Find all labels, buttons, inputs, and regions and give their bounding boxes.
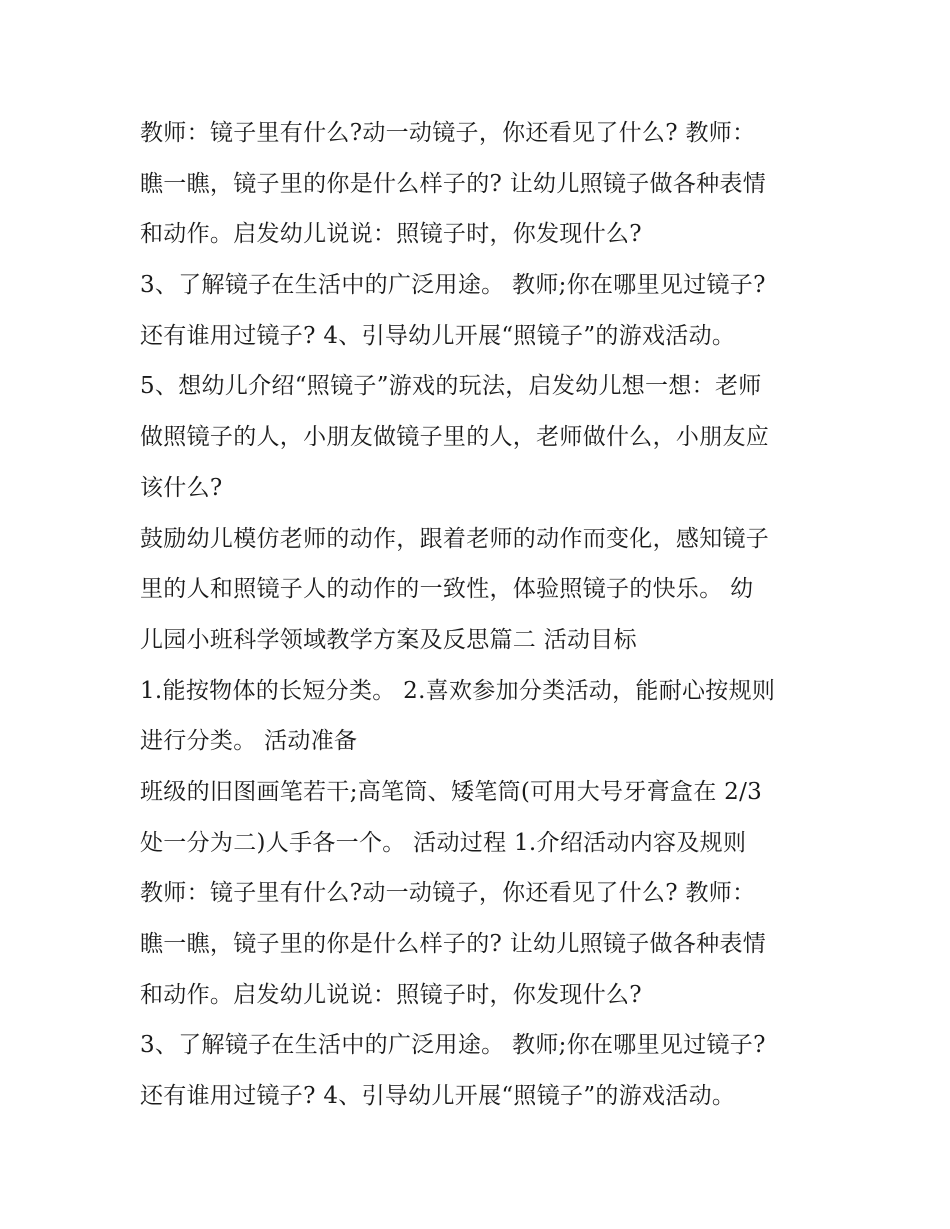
- text-line: 教师：镜子里有什么?动一动镜子，你还看见了什么? 教师：: [140, 880, 756, 907]
- text-line: 鼓励幼儿模仿老师的动作，跟着老师的动作而变化，感知镜子: [140, 525, 770, 552]
- text-line: 进行分类。 活动准备: [140, 728, 358, 755]
- text-line: 1.能按物体的长短分类。 2.喜欢参加分类活动，能耐心按规则: [140, 677, 776, 704]
- text-line: 儿园小班科学领域教学方案及反思篇二 活动目标: [140, 626, 637, 653]
- text-line: 瞧一瞧，镜子里的你是什么样子的? 让幼儿照镜子做各种表情: [140, 931, 767, 957]
- document-body: [140, 108, 820, 1122]
- text-line: 里的人和照镜子人的动作的一致性，体验照镜子的快乐。 幼: [140, 576, 754, 603]
- text-line: 处一分为二)人手各一个。 活动过程 1.介绍活动内容及规则: [140, 829, 747, 856]
- text-line: 教师：镜子里有什么?动一动镜子，你还看见了什么? 教师：: [140, 120, 756, 146]
- text-line: 还有谁用过镜子? 4、引导幼儿开展“照镜子”的游戏活动。: [140, 1083, 736, 1110]
- text-line: 该什么?: [140, 474, 223, 501]
- text-line: 瞧一瞧，镜子里的你是什么样子的? 让幼儿照镜子做各种表情: [140, 170, 767, 197]
- text-line: 做照镜子的人，小朋友做镜子里的人，老师做什么，小朋友应: [140, 424, 770, 451]
- text-line: 还有谁用过镜子? 4、引导幼儿开展“照镜子”的游戏活动。: [140, 322, 736, 349]
- text-line: 班级的旧图画笔若干;高笔筒、矮笔筒(可用大号牙膏盒在 2/3: [140, 778, 763, 805]
- text-line: 5、想幼儿介绍“照镜子”游戏的玩法，启发幼儿想一想：老师: [140, 373, 762, 400]
- text-line: 和动作。启发幼儿说说：照镜子时，你发现什么?: [140, 981, 642, 1008]
- text-line: 和动作。启发幼儿说说：照镜子时，你发现什么?: [140, 221, 642, 248]
- text-line: 3、了解镜子在生活中的广泛用途。 教师;你在哪里见过镜子?: [140, 272, 766, 299]
- text-line: 3、了解镜子在生活中的广泛用途。 教师;你在哪里见过镜子?: [140, 1032, 766, 1059]
